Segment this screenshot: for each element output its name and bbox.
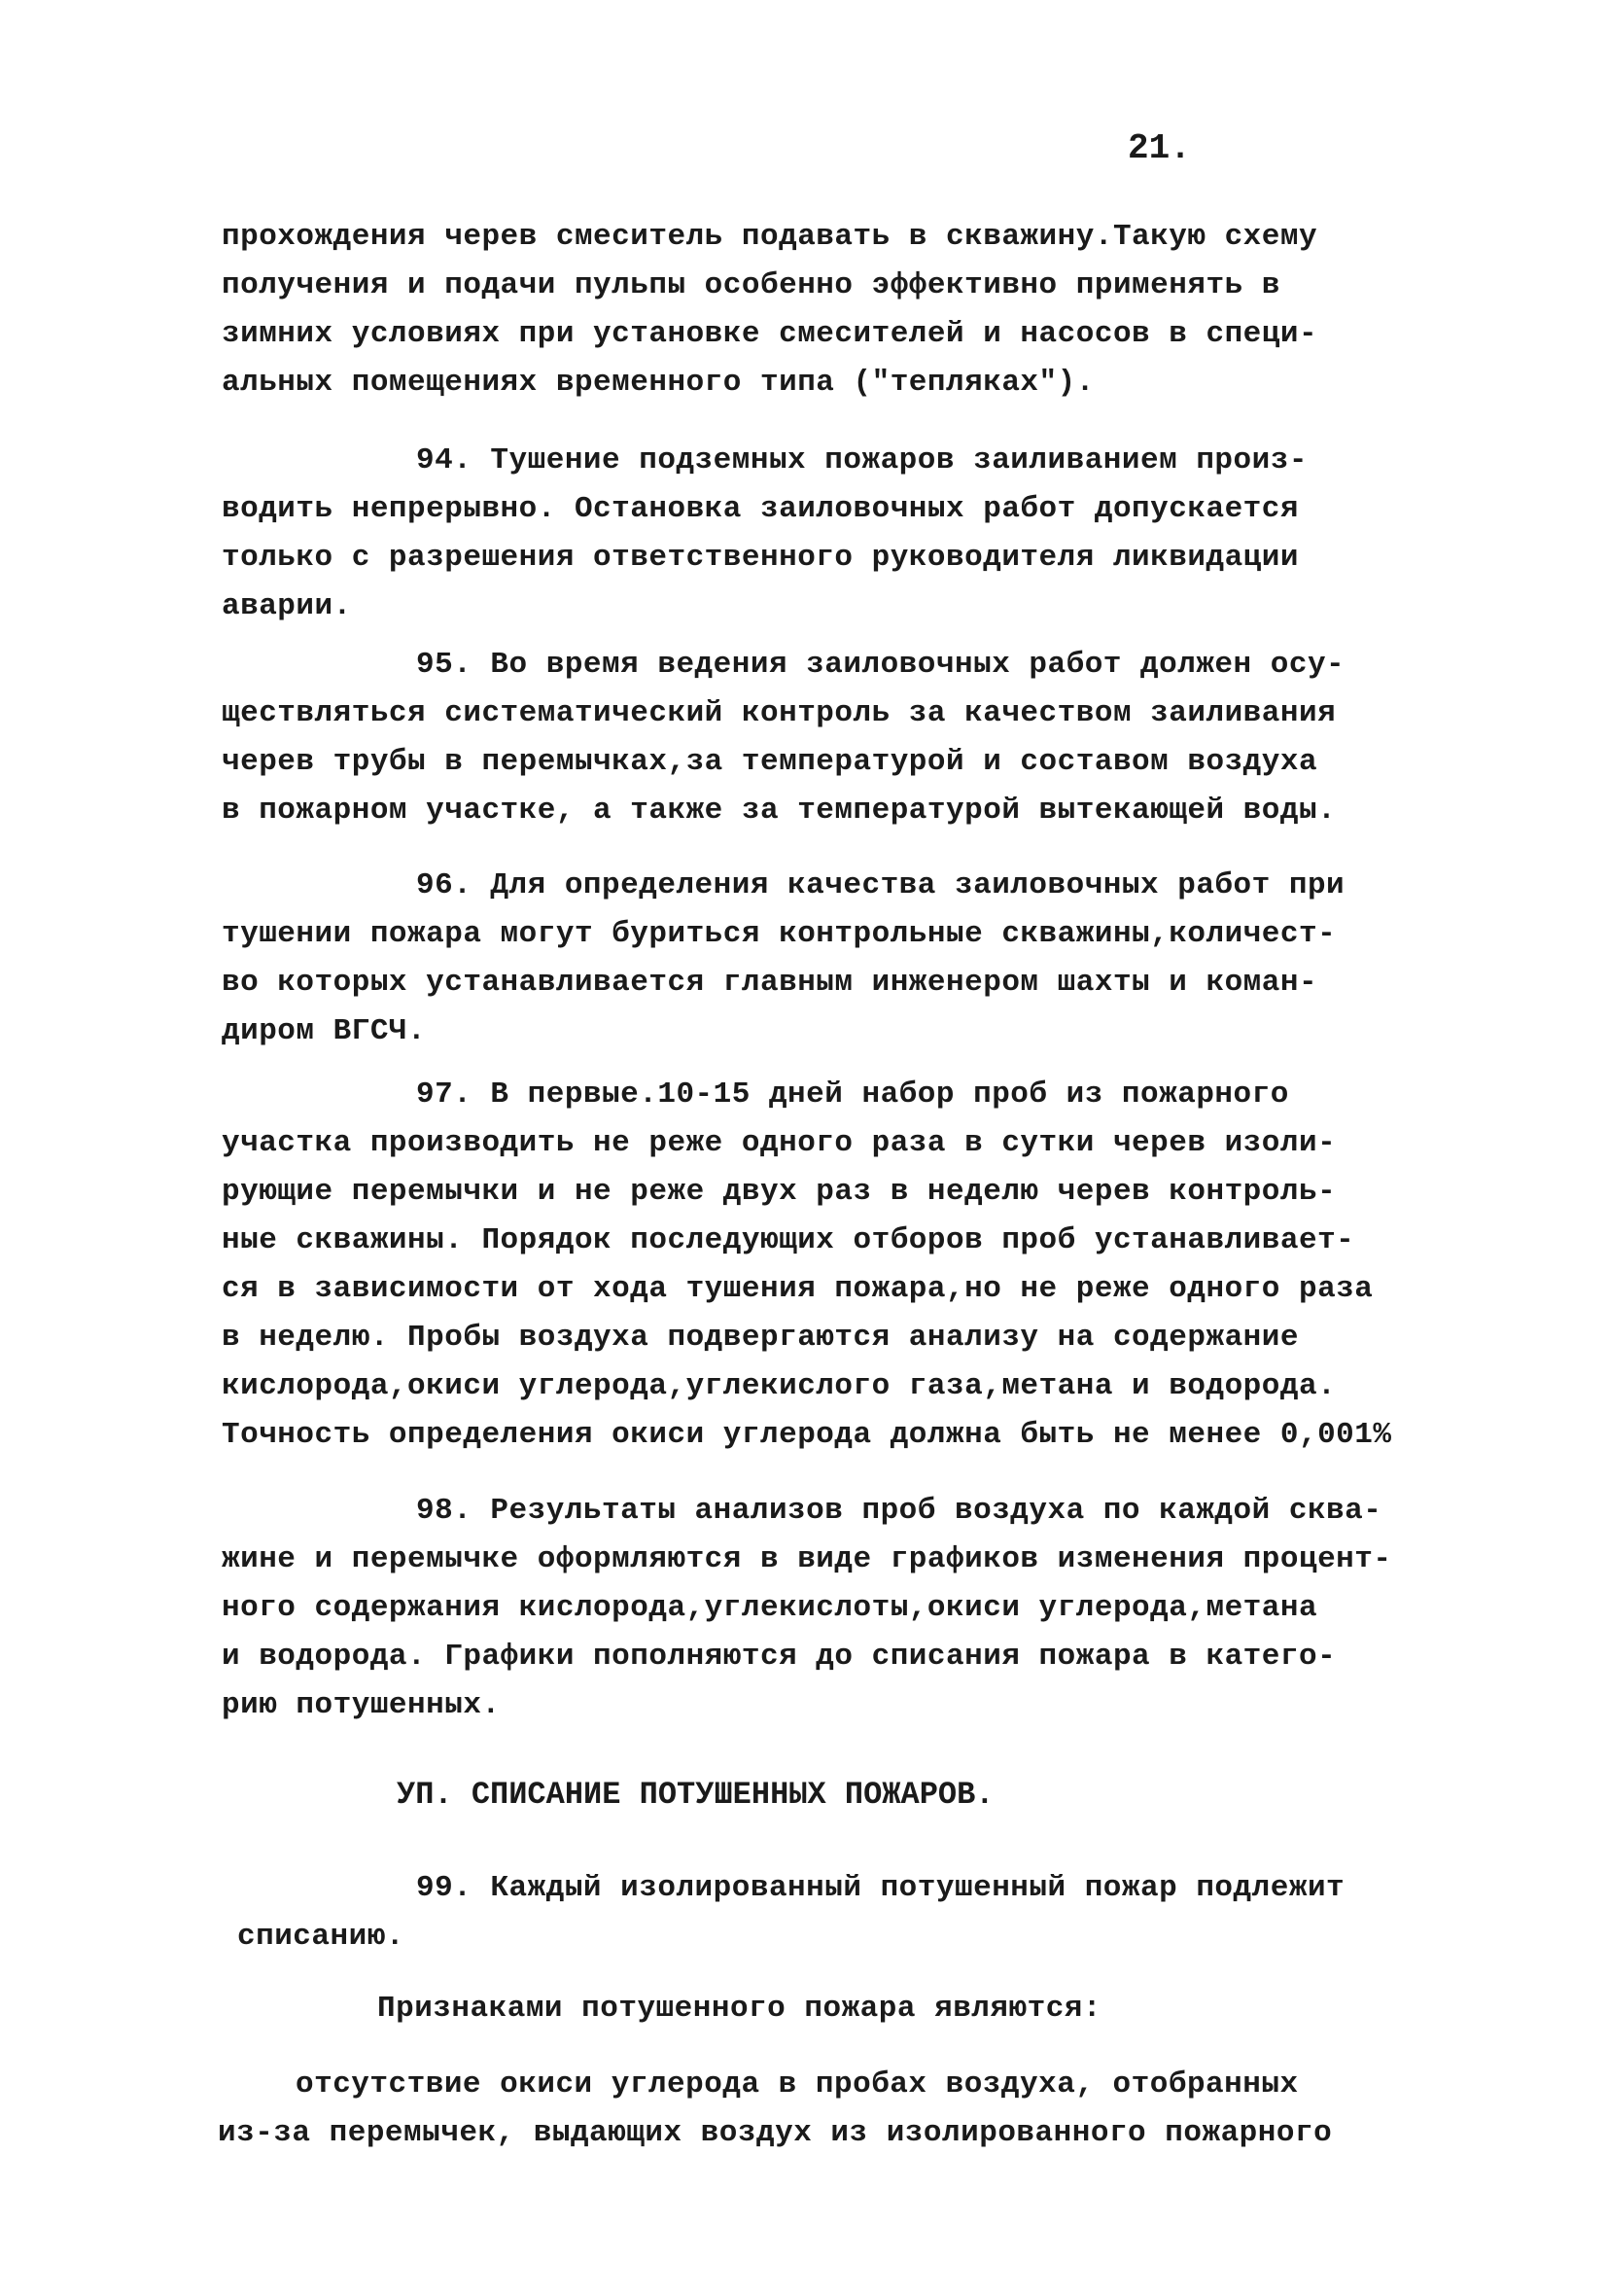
text-line: ные скважины. Порядок последующих отборов проб устанавливает- [222, 1223, 1355, 1257]
text-line: ществляться систематический контроль за качеством заиливания [222, 696, 1337, 730]
text-line: 95. Во время ведения заиловочных работ должен осу- [416, 648, 1346, 682]
text-line: альных помещениях временного типа ("тепляках"). [222, 366, 1095, 400]
text-line: Точность определения окиси углерода должна быть не менее 0,001% [222, 1418, 1392, 1452]
text-line: кислорода,окиси углерода,углекислого газа,метана и водорода. [222, 1369, 1337, 1403]
text-line: тушении пожара могут буриться контрольные скважины,количест- [222, 917, 1337, 951]
text-line: аварии. [222, 589, 352, 623]
text-line: и водорода. Графики пополняются до списания пожара в катего- [222, 1640, 1337, 1674]
page-number: 21. [1128, 128, 1191, 168]
text-line: в неделю. Пробы воздуха подвергаются анализу на содержание [222, 1321, 1299, 1355]
text-line: 94. Тушение подземных пожаров заиливанием произ- [416, 443, 1308, 477]
text-line: зимних условиях при установке смесителей и насосов в специ- [222, 317, 1318, 351]
section-heading: УП. СПИСАНИЕ ПОТУШЕННЫХ ПОЖАРОВ. [397, 1777, 995, 1813]
text-line: ся в зависимости от хода тушения пожара,но не реже одного раза [222, 1272, 1374, 1306]
text-line: только с разрешения ответственного руководителя ликвидации [222, 541, 1299, 575]
text-line: рующие перемычки и не реже двух раз в неделю черев контроль- [222, 1175, 1337, 1209]
text-line: получения и подачи пульпы особенно эффективно применять в [222, 268, 1280, 302]
text-line: ного содержания кислорода,углекислоты,окиси углерода,метана [222, 1591, 1318, 1625]
text-line: жине и перемычке оформляются в виде графиков изменения процент- [222, 1542, 1392, 1576]
text-line: диром ВГСЧ. [222, 1014, 427, 1048]
text-line: водить непрерывно. Остановка заиловочных работ допускается [222, 492, 1299, 526]
text-line: 99. Каждый изолированный потушенный пожар подлежит [416, 1871, 1346, 1905]
text-line: рию потушенных. [222, 1688, 501, 1722]
text-line: во которых устанавливается главным инженером шахты и коман- [222, 966, 1318, 1000]
text-line: прохождения черев смеситель подавать в скважину.Такую схему [222, 220, 1318, 254]
text-line: участка производить не реже одного раза в сутки черев изоли- [222, 1126, 1337, 1160]
signs-line: Признаками потушенного пожара являются: [377, 1992, 1102, 2026]
text-line: списанию. [237, 1920, 404, 1954]
text-line: 97. В первые.10-15 дней набор проб из пожарного [416, 1077, 1289, 1112]
text-line: в пожарном участке, а также за температурой вытекающей воды. [222, 794, 1337, 828]
text-line: отсутствие окиси углерода в пробах воздуха, отобранных [296, 2067, 1299, 2102]
text-line: из-за перемычек, выдающих воздух из изолированного пожарного [218, 2116, 1333, 2150]
text-line: 98. Результаты анализов проб воздуха по каждой сква- [416, 1494, 1382, 1528]
text-line: черев трубы в перемычках,за температурой и составом воздуха [222, 745, 1318, 779]
text-line: 96. Для определения качества заиловочных работ при [416, 868, 1346, 902]
